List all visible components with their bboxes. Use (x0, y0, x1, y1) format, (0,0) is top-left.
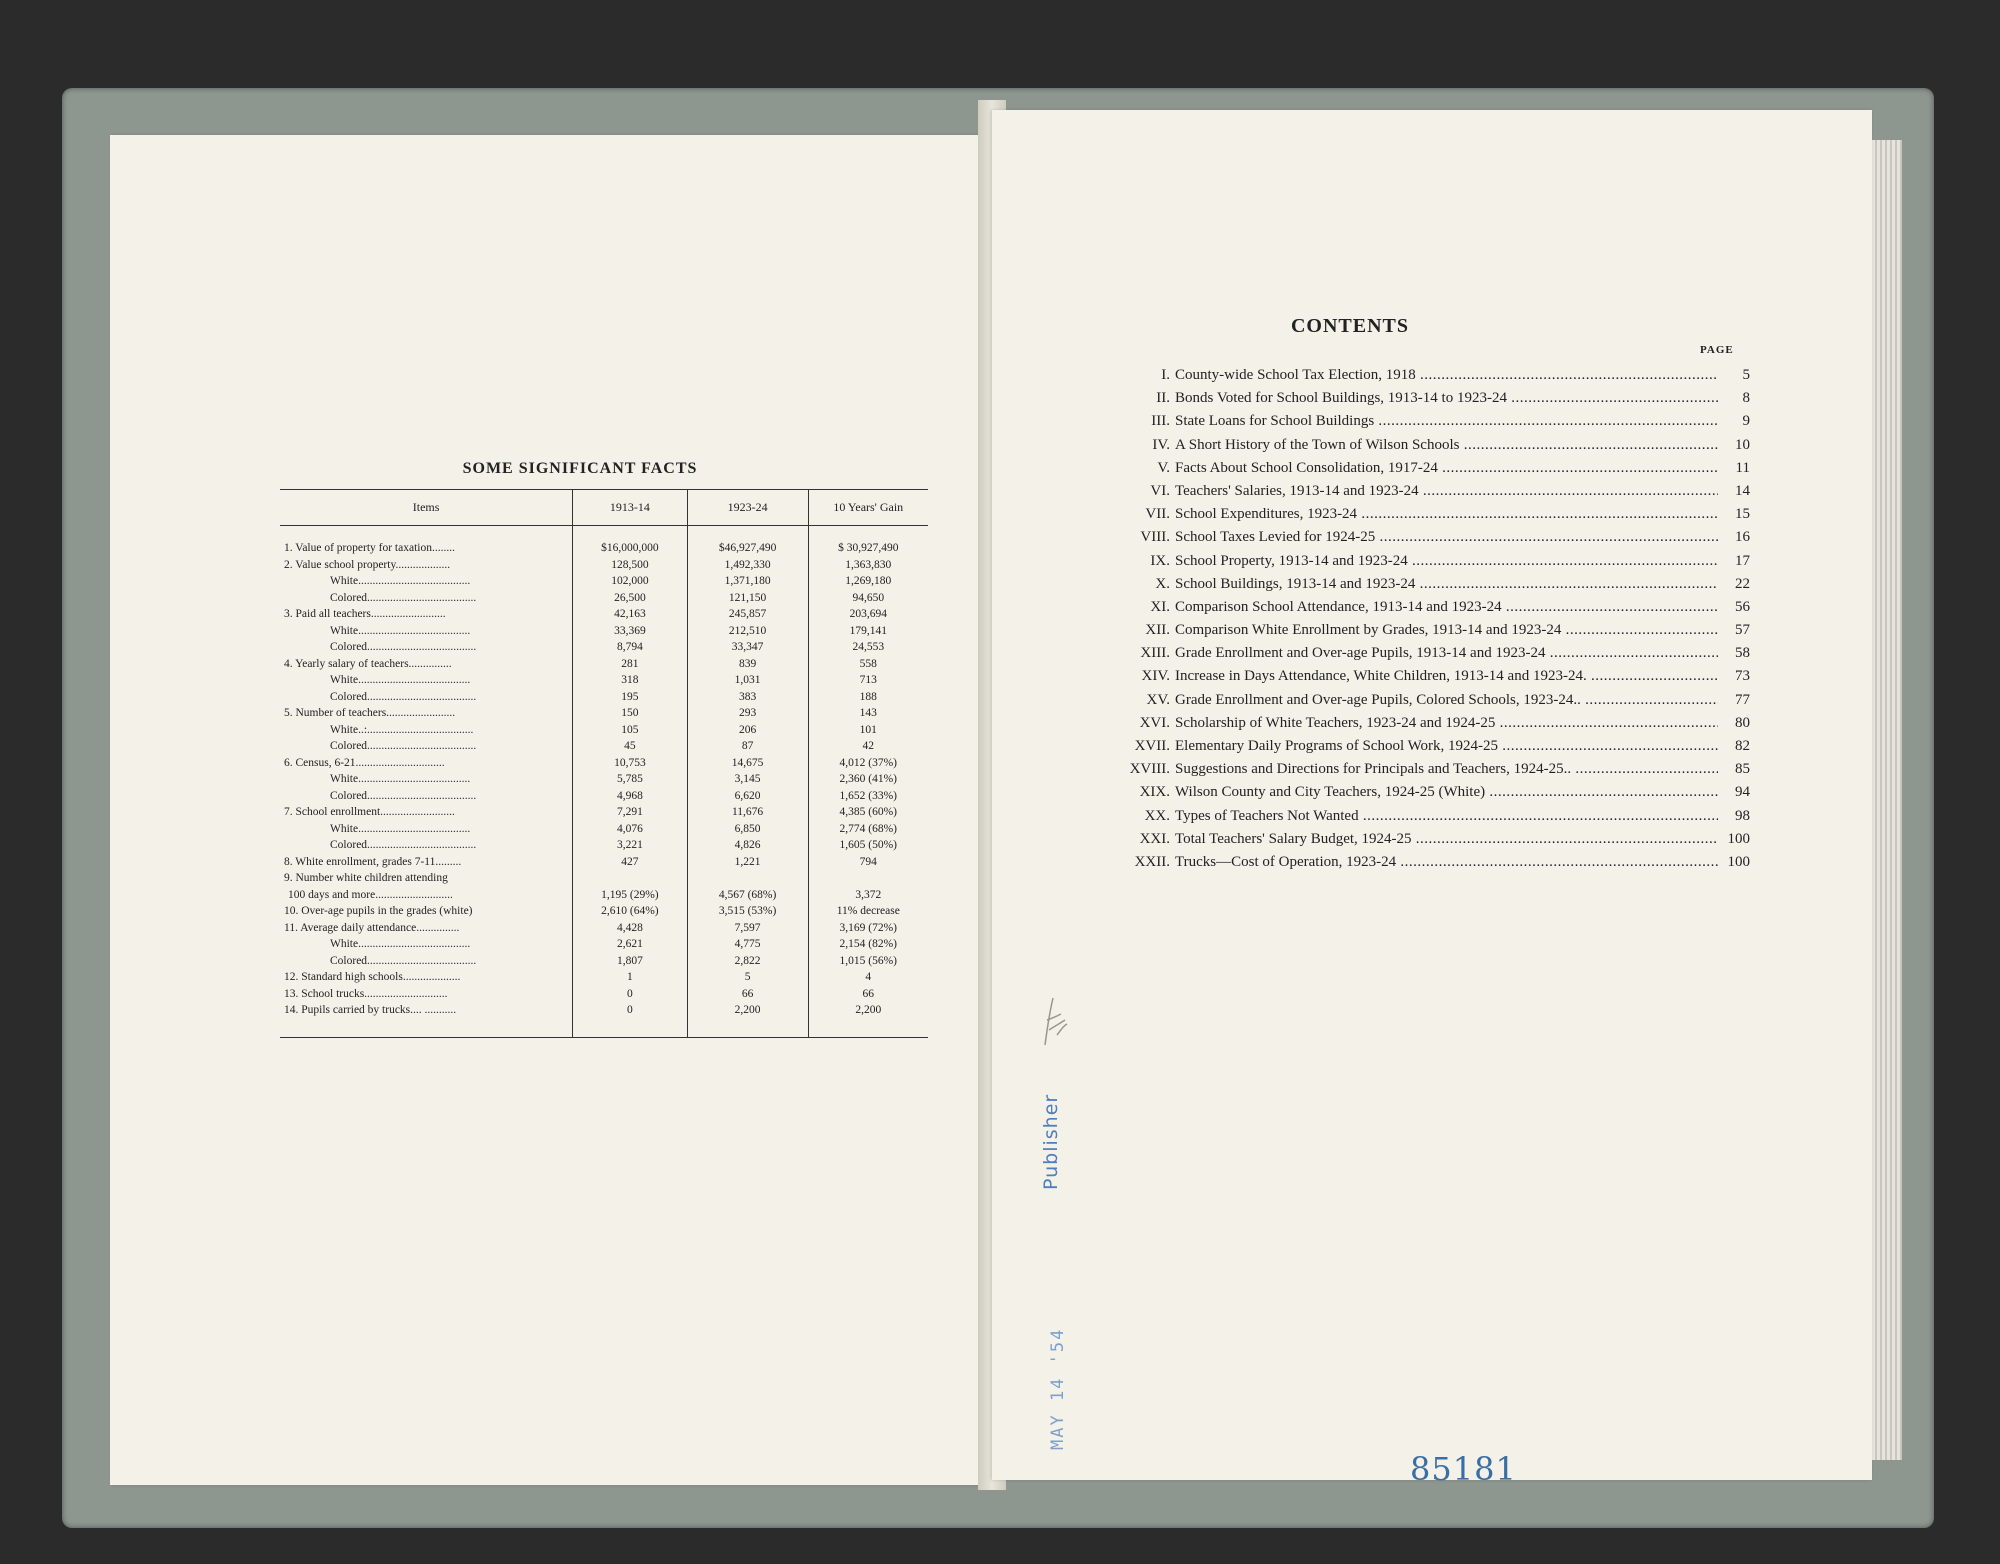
facts-row (280, 573, 928, 590)
facts-value-1913: 42,163 (573, 606, 688, 623)
contents-entry-page: 14 (1735, 482, 1750, 499)
contents-entry-page: 57 (1735, 622, 1750, 639)
facts-value-1923: 839 (687, 656, 808, 673)
date-stamp: MAY 14 '54 (1048, 1327, 1068, 1450)
contents-entry-number: XVI. (1139, 714, 1170, 731)
facts-value-1923: 11,676 (687, 804, 808, 821)
facts-value-gain: 24,553 (808, 639, 928, 656)
contents-entry (1090, 712, 1750, 735)
facts-row (280, 821, 928, 838)
contents-entry-title: Scholarship of White Teachers, 1923-24 and 1924-25 ..... (1175, 712, 1718, 735)
facts-row (280, 606, 928, 623)
contents-entry-page: 73 (1735, 668, 1750, 685)
facts-value-1913: 7,291 (573, 804, 688, 821)
facts-item-label: Colored...................................... (330, 954, 477, 967)
facts-value-gain: 4 (808, 969, 928, 986)
contents-entry-number: XXI. (1139, 830, 1170, 847)
contents-entry-number: XI. (1150, 598, 1170, 615)
facts-value-1913: 2,621 (573, 936, 688, 953)
contents-entry-number: VII. (1145, 506, 1170, 523)
header-gain: 10 Years' Gain (808, 490, 928, 526)
facts-row (280, 656, 928, 673)
facts-value-1923: 66 (687, 986, 808, 1003)
facts-item-label: White....................................... (330, 674, 471, 686)
contents-entry (1090, 410, 1750, 433)
facts-value-1913: 2,610 (64%) (573, 903, 688, 920)
facts-value-gain (808, 870, 928, 887)
contents-entry-page: 8 (1742, 390, 1750, 407)
facts-row (280, 870, 928, 887)
contents-entry-page: 16 (1735, 529, 1750, 546)
contents-entry-page: 22 (1735, 575, 1750, 592)
facts-value-1913: 4,968 (573, 788, 688, 805)
facts-value-gain: 713 (808, 672, 928, 689)
facts-row (280, 738, 928, 755)
facts-value-1923 (687, 870, 808, 887)
contents-entry-title: School Taxes Levied for 1924-25 ..... (1175, 526, 1718, 549)
facts-value-1923: 1,492,330 (687, 557, 808, 574)
facts-value-gain: 3,169 (72%) (808, 920, 928, 937)
contents-entry-number: IX. (1150, 552, 1170, 569)
contents-entry (1090, 758, 1750, 781)
facts-value-1923: 87 (687, 738, 808, 755)
contents-entry-title: Comparison School Attendance, 1913-14 and 1923-24 ..... (1175, 596, 1718, 619)
facts-value-1913: 105 (573, 722, 688, 739)
contents-entry-page: 17 (1735, 552, 1750, 569)
contents-entry (1090, 828, 1750, 851)
facts-item-label: 5. Number of teachers........................ (284, 707, 456, 719)
facts-item-label: White....................................... (330, 575, 471, 587)
contents-entry-page: 58 (1735, 645, 1750, 662)
facts-item-label: 8. White enrollment, grades 7-11......... (284, 855, 462, 868)
contents-entry (1090, 781, 1750, 804)
facts-item-label: White..:..................................... (330, 723, 474, 736)
facts-value-1923: 121,150 (687, 590, 808, 607)
facts-value-1923: 14,675 (687, 755, 808, 772)
header-1923: 1923-24 (687, 490, 808, 526)
facts-value-1913: 281 (573, 656, 688, 673)
facts-value-1923: 3,515 (53%) (687, 903, 808, 920)
facts-row (280, 526, 928, 557)
contents-entry-title: School Buildings, 1913-14 and 1923-24 ..... (1175, 573, 1718, 596)
facts-item-label: 12. Standard high schools.................... (284, 971, 461, 983)
facts-row (280, 887, 928, 904)
contents-entry-number: XVII. (1134, 738, 1170, 754)
contents-entry-title: Wilson County and City Teachers, 1924-25 (White) ..... (1175, 781, 1718, 804)
facts-title: SOME SIGNIFICANT FACTS (462, 460, 698, 477)
facts-value-gain: 179,141 (808, 623, 928, 640)
facts-value-1923: 4,567 (68%) (687, 887, 808, 904)
facts-value-gain: 1,363,830 (808, 557, 928, 574)
contents-entry (1090, 387, 1750, 410)
facts-value-1923: 1,221 (687, 854, 808, 871)
contents-entry-title: State Loans for School Buildings ..... (1175, 410, 1718, 433)
contents-entry (1090, 735, 1750, 758)
facts-value-1913: 0 (573, 1002, 688, 1037)
facts-value-gain: 66 (808, 986, 928, 1003)
facts-item-label: Colored...................................... (330, 641, 477, 653)
facts-row (280, 689, 928, 706)
header-items: Items (280, 490, 573, 526)
facts-value-gain: 1,015 (56%) (808, 953, 928, 970)
facts-value-1913: 45 (573, 738, 688, 755)
contents-entry (1090, 480, 1750, 503)
contents-title: CONTENTS (1290, 315, 1410, 337)
contents-entry-title: School Expenditures, 1923-24 ..... (1175, 503, 1718, 526)
contents-entry-page: 5 (1742, 367, 1750, 383)
contents-entry-page: 100 (1727, 853, 1750, 870)
contents-entry (1090, 619, 1750, 642)
facts-value-1913: 150 (573, 705, 688, 722)
contents-entry-page: 15 (1735, 506, 1750, 523)
facts-value-gain: 2,154 (82%) (808, 936, 928, 953)
facts-value-1923: 33,347 (687, 639, 808, 656)
facts-value-gain: 42 (808, 738, 928, 755)
facts-value-gain: 101 (808, 722, 928, 739)
facts-value-1913: 195 (573, 689, 688, 706)
facts-item-label: Colored...................................... (330, 839, 477, 851)
facts-item-label: Colored...................................... (330, 789, 477, 802)
facts-value-1923: 4,775 (687, 936, 808, 953)
facts-row (280, 755, 928, 772)
facts-value-1913: 3,221 (573, 837, 688, 854)
facts-row (280, 936, 928, 953)
facts-value-gain: 1,652 (33%) (808, 788, 928, 805)
facts-header-row (280, 490, 928, 526)
contents-entry-number: XII. (1145, 622, 1170, 639)
facts-item-label: 1. Value of property for taxation........ (284, 542, 455, 554)
facts-value-1923: 6,850 (687, 821, 808, 838)
facts-value-1923: 383 (687, 689, 808, 706)
contents-entry-title: Elementary Daily Programs of School Work, 1924-25 ..... (1175, 735, 1718, 758)
facts-value-1923: 245,857 (687, 606, 808, 623)
facts-value-1913: 1,195 (29%) (573, 887, 688, 904)
facts-row (280, 722, 928, 739)
contents-entry-title: Teachers' Salaries, 1913-14 and 1923-24 ..... (1175, 480, 1718, 503)
contents-entry-title: Facts About School Consolidation, 1917-24 ..... (1175, 457, 1718, 480)
facts-table (280, 489, 928, 1038)
facts-item-label: 11. Average daily attendance............... (284, 921, 460, 934)
contents-entry (1090, 596, 1750, 619)
contents-list (1090, 364, 1750, 874)
contents-entry-title: Grade Enrollment and Over-age Pupils, Colored Schools, 1923-24.. ..... (1175, 689, 1718, 712)
facts-value-gain: 4,385 (60%) (808, 804, 928, 821)
contents-entry-page: 56 (1735, 598, 1750, 615)
facts-value-gain: $ 30,927,490 (808, 526, 928, 557)
page-edges (1872, 140, 1902, 1460)
facts-item-label: White....................................... (330, 822, 471, 835)
facts-value-1913: 8,794 (573, 639, 688, 656)
facts-value-1913: 26,500 (573, 590, 688, 607)
facts-value-gain: 143 (808, 705, 928, 722)
contents-entry-number: X. (1155, 575, 1170, 592)
contents-entry-title: A Short History of the Town of Wilson Schools ..... (1175, 434, 1718, 457)
facts-value-1913: $16,000,000 (573, 526, 688, 557)
facts-row (280, 854, 928, 871)
contents-entry-number: XX. (1144, 807, 1170, 824)
facts-value-gain: 558 (808, 656, 928, 673)
facts-value-1923: 212,510 (687, 623, 808, 640)
facts-value-gain: 794 (808, 854, 928, 871)
facts-value-1913 (573, 870, 688, 887)
facts-value-gain: 4,012 (37%) (808, 755, 928, 772)
contents-entry-title: Bonds Voted for School Buildings, 1913-14 to 1923-24 ..... (1175, 387, 1718, 410)
facts-row (280, 557, 928, 574)
contents-entry (1090, 665, 1750, 688)
facts-value-1923: 1,031 (687, 672, 808, 689)
accession-number: 85181 (1410, 1450, 1517, 1488)
facts-row (280, 639, 928, 656)
facts-item-label: Colored...................................... (330, 591, 477, 604)
facts-row (280, 804, 928, 821)
facts-item-label: White....................................... (330, 773, 471, 785)
facts-value-1913: 102,000 (573, 573, 688, 590)
facts-value-1923: 4,826 (687, 837, 808, 854)
facts-value-gain: 94,650 (808, 590, 928, 607)
facts-item-label: White....................................... (330, 624, 471, 637)
contents-entry-number: XVIII. (1129, 761, 1170, 778)
facts-item-label: White....................................... (330, 938, 471, 950)
contents-entry (1090, 526, 1750, 549)
left-page (110, 135, 985, 1485)
facts-row (280, 920, 928, 937)
contents-entry-title: Trucks—Cost of Operation, 1923-24 ..... (1175, 851, 1718, 874)
facts-value-1913: 427 (573, 854, 688, 871)
contents-entry-title: County-wide School Tax Election, 1918 ..... (1175, 364, 1718, 387)
facts-value-gain: 11% decrease (808, 903, 928, 920)
contents-entry-page: 85 (1735, 761, 1750, 778)
contents-entry-title: Comparison White Enrollment by Grades, 1913-14 and 1923-24 ..... (1175, 619, 1718, 642)
facts-item-label: Colored...................................... (330, 740, 477, 752)
facts-row (280, 953, 928, 970)
contents-entry-number: VI. (1150, 482, 1170, 499)
contents-entry-number: XIV. (1141, 668, 1170, 685)
facts-value-gain: 203,694 (808, 606, 928, 623)
contents-entry-title: Increase in Days Attendance, White Children, 1913-14 and 1923-24. ..... (1175, 665, 1718, 688)
facts-item-label: 10. Over-age pupils in the grades (white) (284, 905, 473, 917)
facts-value-1923: 2,822 (687, 953, 808, 970)
contents-entry-title: Suggestions and Directions for Principals and Teachers, 1924-25.. ..... (1175, 758, 1718, 781)
contents-entry-number: XV. (1146, 691, 1170, 708)
contents-entry (1090, 642, 1750, 665)
facts-value-1913: 4,428 (573, 920, 688, 937)
contents-entry-number: VIII. (1140, 529, 1170, 546)
header-1913: 1913-14 (573, 490, 688, 526)
contents-entry-title: School Property, 1913-14 and 1923-24 ..... (1175, 550, 1718, 573)
facts-value-gain: 2,774 (68%) (808, 821, 928, 838)
contents-entry-number: IV. (1152, 436, 1170, 453)
contents-entry (1090, 689, 1750, 712)
publisher-stamp: Publisher (1040, 1093, 1062, 1190)
facts-value-1913: 1 (573, 969, 688, 986)
contents-entry (1090, 573, 1750, 596)
facts-item-label: Colored...................................... (330, 690, 477, 703)
facts-row (280, 1002, 928, 1037)
facts-row (280, 672, 928, 689)
facts-row (280, 969, 928, 986)
facts-value-1923: 3,145 (687, 771, 808, 788)
facts-value-1913: 1,807 (573, 953, 688, 970)
facts-item-label: 2. Value school property................... (284, 558, 451, 571)
contents-entry (1090, 851, 1750, 874)
facts-body (280, 526, 928, 1038)
contents-entry-number: I. (1161, 367, 1170, 383)
contents-entry-page: 10 (1735, 436, 1750, 453)
contents-entry-page: 77 (1735, 691, 1750, 708)
contents-entry (1090, 550, 1750, 573)
contents-entry-title: Total Teachers' Salary Budget, 1924-25 ..... (1175, 828, 1718, 851)
facts-item-label: 100 days and more........................... (288, 888, 453, 901)
facts-value-1913: 10,753 (573, 755, 688, 772)
facts-value-1923: 5 (687, 969, 808, 986)
contents-entry-page: 94 (1735, 784, 1750, 801)
facts-value-1923: 2,200 (687, 1002, 808, 1037)
facts-value-1923: $46,927,490 (687, 526, 808, 557)
facts-value-gain: 1,269,180 (808, 573, 928, 590)
facts-value-1913: 128,500 (573, 557, 688, 574)
contents-entry-title: Types of Teachers Not Wanted ..... (1175, 805, 1718, 828)
contents-entry-page: 82 (1735, 738, 1750, 754)
contents-entry-number: III. (1151, 413, 1170, 430)
contents-entry (1090, 434, 1750, 457)
pencil-mark (1035, 990, 1075, 1050)
contents-entry-number: V. (1157, 459, 1170, 476)
facts-value-1913: 0 (573, 986, 688, 1003)
facts-value-gain: 2,200 (808, 1002, 928, 1037)
contents-entry (1090, 457, 1750, 480)
facts-row (280, 788, 928, 805)
contents-entry-page: 80 (1735, 714, 1750, 731)
facts-item-label: 14. Pupils carried by trucks.... ........... (284, 1004, 457, 1016)
facts-row (280, 903, 928, 920)
facts-item-label: 13. School trucks............................. (284, 987, 448, 1000)
facts-row (280, 623, 928, 640)
facts-item-label: 3. Paid all teachers.......................... (284, 608, 446, 620)
facts-value-1913: 5,785 (573, 771, 688, 788)
facts-value-1913: 318 (573, 672, 688, 689)
facts-value-1923: 293 (687, 705, 808, 722)
page-column-label: PAGE (1700, 344, 1734, 356)
facts-item-label: 6. Census, 6-21............................... (284, 756, 445, 769)
facts-row (280, 837, 928, 854)
contents-entry-number: XIX. (1139, 784, 1170, 801)
facts-row (280, 705, 928, 722)
contents-entry-page: 9 (1742, 413, 1750, 430)
facts-value-gain: 1,605 (50%) (808, 837, 928, 854)
facts-value-gain: 3,372 (808, 887, 928, 904)
facts-row (280, 986, 928, 1003)
contents-entry (1090, 364, 1750, 387)
facts-value-gain: 188 (808, 689, 928, 706)
facts-item-label: 7. School enrollment.......................... (284, 806, 455, 818)
facts-value-1923: 6,620 (687, 788, 808, 805)
contents-entry-page: 100 (1727, 830, 1750, 847)
facts-value-1923: 1,371,180 (687, 573, 808, 590)
contents-entry-number: II. (1156, 390, 1170, 407)
facts-value-gain: 2,360 (41%) (808, 771, 928, 788)
facts-row (280, 590, 928, 607)
facts-item-label: 9. Number white children attending (284, 872, 448, 884)
facts-value-1923: 206 (687, 722, 808, 739)
facts-item-label: 4. Yearly salary of teachers............... (284, 657, 452, 670)
contents-entry (1090, 503, 1750, 526)
contents-entry-number: XXII. (1134, 853, 1170, 870)
contents-entry-title: Grade Enrollment and Over-age Pupils, 1913-14 and 1923-24 ..... (1175, 642, 1718, 665)
contents-entry-page: 98 (1735, 807, 1750, 824)
facts-value-1913: 33,369 (573, 623, 688, 640)
contents-entry (1090, 805, 1750, 828)
facts-row (280, 771, 928, 788)
contents-entry-page: 11 (1735, 459, 1750, 476)
facts-value-1913: 4,076 (573, 821, 688, 838)
facts-value-1923: 7,597 (687, 920, 808, 937)
contents-entry-number: XIII. (1140, 645, 1170, 662)
